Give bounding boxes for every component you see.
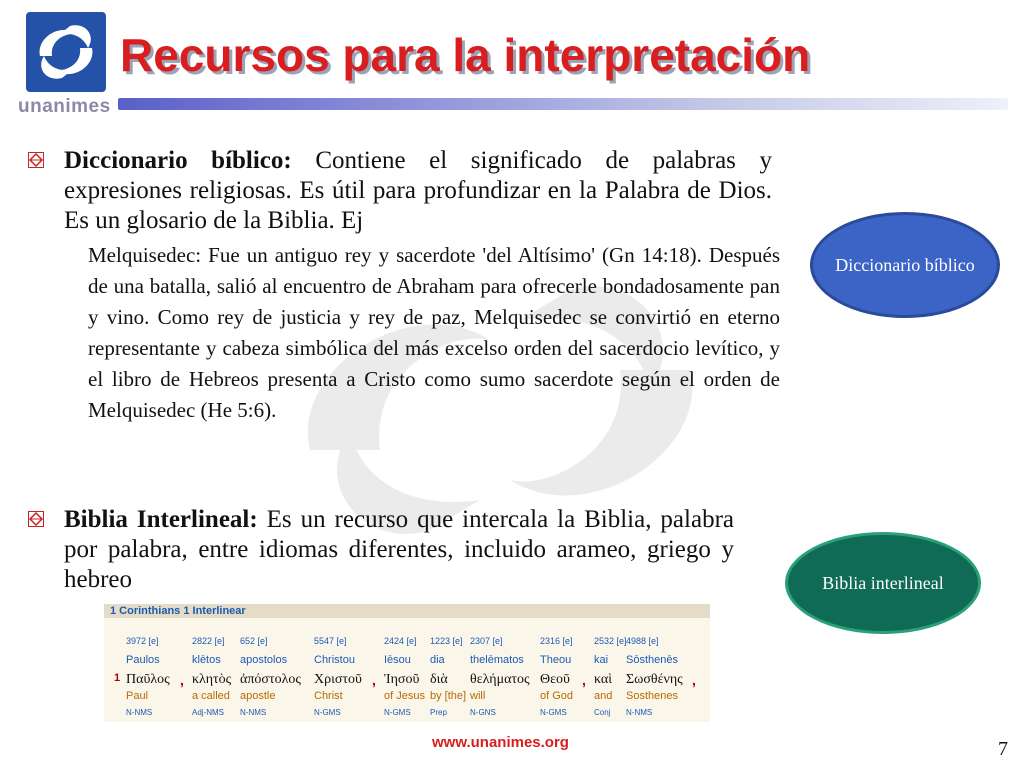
interlinear-word (430, 636, 466, 722)
grammar-code: N-GNS (470, 708, 496, 717)
strongs-number[interactable]: 2307 [e] (470, 636, 503, 646)
english-gloss: Sosthenes (626, 690, 678, 702)
page-number: 7 (998, 738, 1008, 760)
interlinear-heading: 1 Corinthians 1 Interlinear (104, 604, 710, 618)
greek-word: Θεοῦ (540, 672, 570, 687)
grammar-code: N-NMS (126, 708, 153, 717)
bullet-term: Diccionario bíblico: (64, 147, 292, 174)
english-gloss: of God (540, 690, 574, 702)
interlinear-word (126, 636, 170, 722)
strongs-number[interactable]: 2532 [e] (594, 636, 627, 646)
strongs-number[interactable]: 652 [e] (240, 636, 268, 646)
interlinear-word (540, 636, 573, 722)
interlinear-word (192, 636, 231, 722)
title-underline-bar (118, 98, 1008, 110)
transliteration: Christou (314, 654, 355, 666)
transliteration: Theou (540, 654, 572, 666)
oval-label: Biblia interlineal (822, 573, 944, 593)
transliteration: Sōsthenēs (626, 654, 678, 666)
greek-word: Χριστοῦ (314, 672, 362, 687)
logo-text: unanimes (18, 96, 111, 117)
melquisedec-definition: Melquisedec: Fue un antiguo rey y sacerdote 'del Altísimo' (Gn 14:18). Después de una batalla, salió al encuentro de Abraham para ofrecerle bondadosamente pan y vino. Como rey de justicia y rey de paz, Melquisedec se convirtió en eterno representante y cabeza simbólica del más excelso orden del sacerdocio levítico, y el libro de Hebreos presenta a Cristo como sumo sacerdote según el orden de Melquisedec (He 5:6). (88, 243, 780, 422)
unanimes-logo (18, 8, 114, 118)
grammar-code: Prep (430, 708, 447, 717)
interlinear-word (626, 636, 683, 722)
english-gloss: and (594, 690, 613, 702)
grammar-code: N-GMS (384, 708, 411, 717)
strongs-number[interactable]: 2424 [e] (384, 636, 417, 646)
bullet-diamond-icon (28, 152, 44, 168)
strongs-number[interactable]: 5547 [e] (314, 636, 347, 646)
greek-word: Ἰησοῦ (384, 672, 420, 687)
oval-label: Diccionario bíblico (835, 255, 975, 275)
comma-mark: , (582, 672, 586, 688)
transliteration: apostolos (240, 654, 288, 666)
strongs-number[interactable]: 2822 [e] (192, 636, 225, 646)
comma-mark: , (372, 672, 376, 688)
english-gloss: apostle (240, 690, 276, 702)
grammar-code: N-GMS (314, 708, 341, 717)
comma-mark: , (180, 672, 184, 688)
english-gloss: of Jesus (384, 690, 425, 702)
strongs-number[interactable]: 1223 [e] (430, 636, 463, 646)
strongs-number[interactable]: 2316 [e] (540, 636, 573, 646)
transliteration: thelēmatos (470, 654, 524, 666)
greek-word: Παῦλος (126, 672, 170, 687)
grammar-code: N-GMS (540, 708, 567, 717)
greek-word: κλητὸς (192, 672, 232, 687)
transliteration: Paulos (126, 654, 160, 666)
strongs-number[interactable]: 4988 [e] (626, 636, 659, 646)
grammar-code: Adj-NMS (192, 708, 225, 717)
bullet-description: Es un recurso que intercala la Biblia, palabra por palabra, entre idiomas diferentes, incluido arameo, griego y hebreo (64, 506, 734, 593)
bullet-diccionario-biblico (64, 146, 772, 236)
grammar-code: Conj (594, 708, 611, 717)
english-gloss: Paul (126, 690, 149, 702)
greek-word: Σωσθένης (626, 672, 683, 687)
comma-mark: , (692, 672, 696, 688)
footer-url[interactable]: www.unanimes.org (432, 734, 569, 751)
biblia-interlineal-oval (785, 532, 981, 634)
transliteration: klētos (192, 654, 221, 666)
transliteration: Iēsou (384, 654, 411, 666)
greek-word: θελήματος (470, 672, 530, 687)
interlinear-word (470, 636, 530, 722)
english-gloss: will (470, 690, 486, 702)
verse-number: 1 (114, 672, 121, 684)
strongs-number[interactable]: 3972 [e] (126, 636, 159, 646)
slide-title: Recursos para la interpretación (120, 29, 811, 81)
grammar-code: N-NMS (626, 708, 653, 717)
english-gloss: a called (192, 690, 230, 702)
transliteration: dia (430, 654, 445, 666)
bullet-description: Contiene el significado de palabras y expresiones religiosas. Es útil para profundizar en la Palabra de Dios. Es un glosario de la Biblia. Ej (64, 147, 772, 234)
bullet-term: Biblia Interlineal: (64, 506, 258, 533)
interlinear-word (314, 636, 362, 722)
interlinear-word (240, 636, 301, 722)
bullet-diamond-icon (28, 511, 44, 527)
interlinear-word (594, 636, 627, 722)
grammar-code: N-NMS (240, 708, 267, 717)
greek-word: διὰ (430, 672, 448, 687)
greek-word: ἀπόστολος (240, 672, 301, 687)
english-gloss: by [the] (430, 690, 467, 702)
interlinear-sample (104, 604, 710, 722)
interlinear-word (384, 636, 425, 722)
greek-word: καὶ (594, 672, 613, 687)
bullet-biblia-interlineal (64, 505, 734, 595)
english-gloss: Christ (314, 690, 343, 702)
transliteration: kai (594, 654, 609, 666)
logo-emblem-icon (26, 12, 106, 92)
diccionario-biblico-oval (810, 212, 1000, 318)
